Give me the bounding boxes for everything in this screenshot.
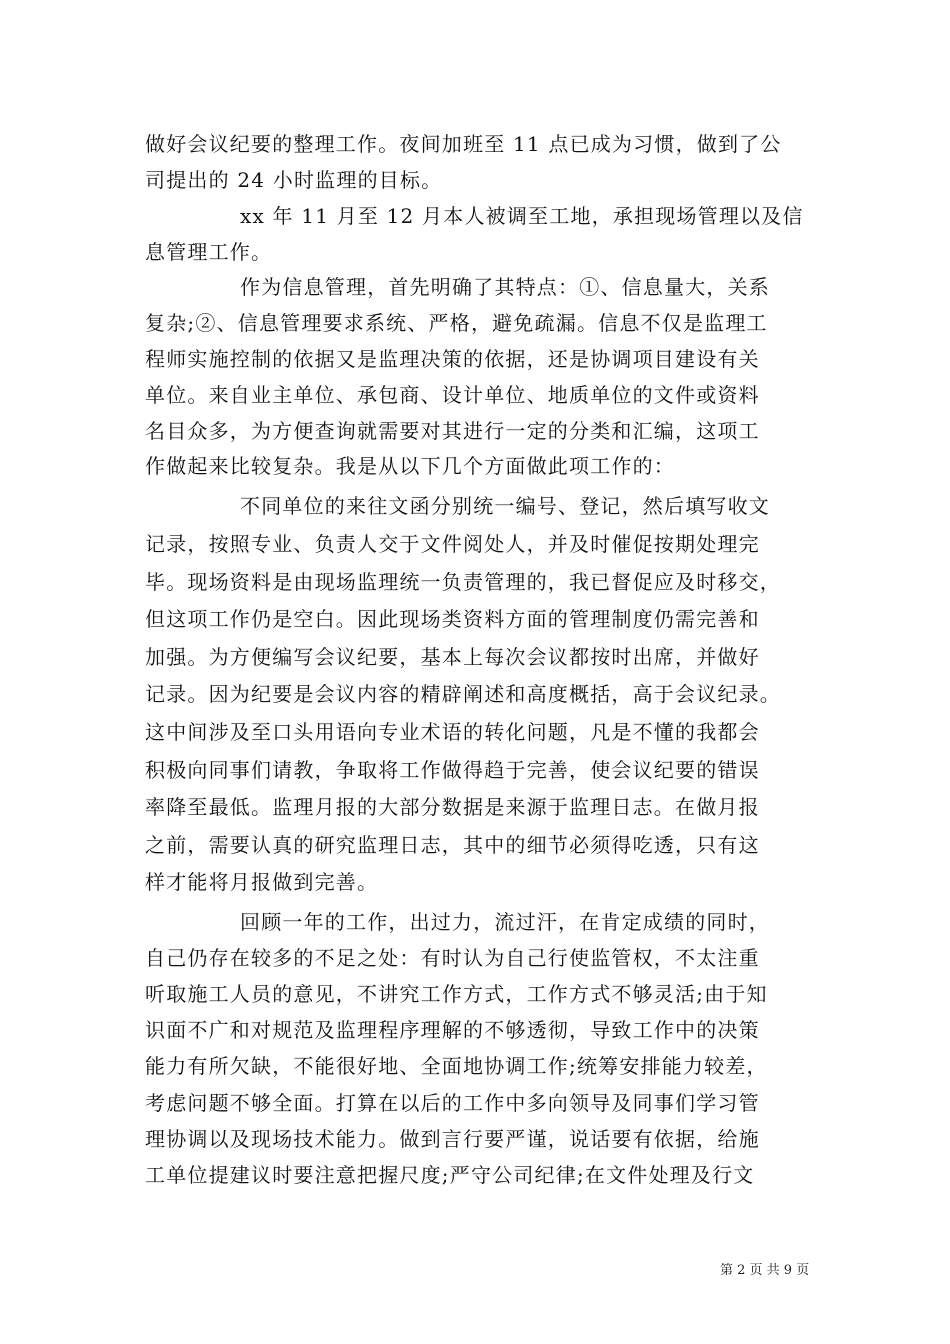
text-line: 率降至最低。监理月报的大部分数据是来源于监理日志。在做月报 bbox=[145, 795, 760, 819]
text-line: 息管理工作。 bbox=[145, 240, 273, 264]
text-line: 回顾一年的工作，出过力，流过汗，在肯定成绩的同时， bbox=[240, 910, 770, 934]
text-line: 做好会议纪要的整理工作。夜间加班至 11 点已成为习惯，做到了公 bbox=[145, 132, 782, 156]
text-line: 理协调以及现场技术能力。做到言行要严谨，说话要有依据，给施 bbox=[145, 1127, 760, 1151]
text-line: 听取施工人员的意见，不讲究工作方式，工作方式不够灵活;由于知 bbox=[145, 982, 768, 1006]
text-line: 单位。来自业主单位、承包商、设计单位、地质单位的文件或资料 bbox=[145, 383, 760, 407]
text-line: 名目众多，为方便查询就需要对其进行一定的分类和汇编，这项工 bbox=[145, 419, 760, 443]
text-line: 复杂;②、信息管理要求系统、严格，避免疏漏。信息不仅是监理工 bbox=[145, 311, 768, 335]
text-line: 这中间涉及至口头用语向专业术语的转化问题，凡是不懂的我都会 bbox=[145, 720, 760, 744]
text-line: 能力有所欠缺，不能很好地、全面地协调工作;统筹安排能力较差， bbox=[145, 1054, 768, 1078]
text-line: 司提出的 24 小时监理的目标。 bbox=[145, 168, 443, 192]
text-line: 作为信息管理，首先明确了其特点：①、信息量大，关系 bbox=[240, 275, 770, 299]
text-line: 之前，需要认真的研究监理日志，其中的细节必须得吃透，只有这 bbox=[145, 833, 760, 857]
text-line: 作做起来比较复杂。我是从以下几个方面做此项工作的： bbox=[145, 454, 675, 478]
text-line: 自己仍存在较多的不足之处：有时认为自己行使监管权，不太注重 bbox=[145, 946, 760, 970]
text-line: 记录。因为纪要是会议内容的精辟阐述和高度概括，高于会议纪录。 bbox=[145, 682, 781, 706]
text-line: 工单位提建议时要注意把握尺度;严守公司纪律;在文件处理及行文 bbox=[145, 1163, 755, 1187]
text-line: 记录，按照专业、负责人交于文件阅处人，并及时催促按期处理完 bbox=[145, 532, 760, 556]
text-line: 毕。现场资料是由现场监理统一负责管理的，我已督促应及时移交， bbox=[145, 570, 781, 594]
text-line: 程师实施控制的依据又是监理决策的依据，还是协调项目建设有关 bbox=[145, 347, 760, 371]
text-line: 识面不广和对规范及监理程序理解的不够透彻，导致工作中的决策 bbox=[145, 1018, 760, 1042]
text-line: 加强。为方便编写会议纪要，基本上每次会议都按时出席，并做好 bbox=[145, 645, 760, 669]
text-line: xx 年 11 月至 12 月本人被调至工地，承担现场管理以及信 bbox=[240, 204, 804, 228]
text-line: 积极向同事们请教，争取将工作做得趋于完善，使会议纪要的错误 bbox=[145, 758, 760, 782]
text-line: 考虑问题不够全面。打算在以后的工作中多向领导及同事们学习管 bbox=[145, 1091, 760, 1115]
text-line: 样才能将月报做到完善。 bbox=[145, 870, 379, 894]
text-line: 但这项工作仍是空白。因此现场类资料方面的管理制度仍需完善和 bbox=[145, 607, 760, 631]
page-number-footer: 第 2 页 共 9 页 bbox=[720, 1263, 810, 1278]
text-line: 不同单位的来往文函分别统一编号、登记，然后填写收文 bbox=[240, 494, 770, 518]
